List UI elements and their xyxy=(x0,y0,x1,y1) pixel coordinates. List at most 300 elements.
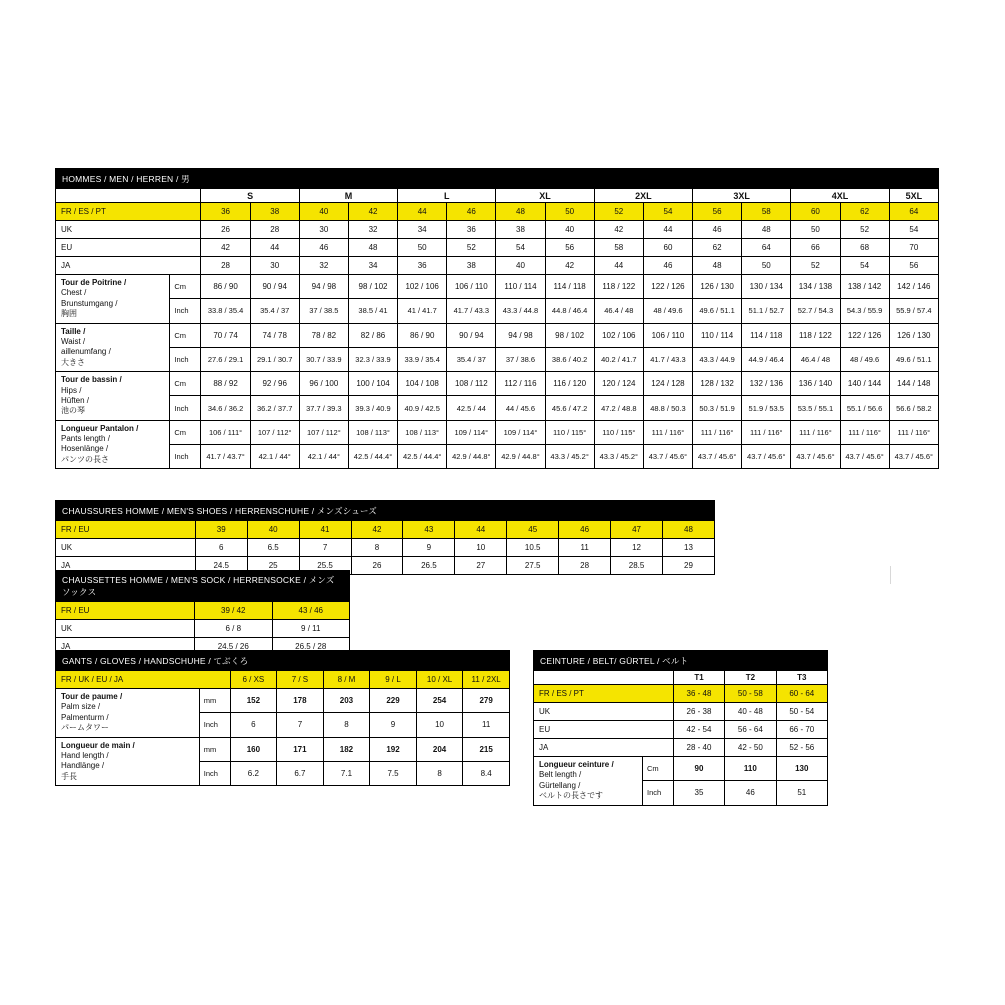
cell: 10 xyxy=(455,539,507,557)
measure-label-fr: Taille / xyxy=(61,326,86,336)
cell: 48.8 / 50.3 xyxy=(643,396,692,420)
cell: 11 xyxy=(463,713,510,737)
measure-label-fr: Longueur ceinture / xyxy=(539,760,614,769)
cell: 38 xyxy=(250,203,299,221)
unit-inch: Inch xyxy=(199,713,230,737)
cell: 38.6 / 40.2 xyxy=(545,347,594,371)
cell: 66 xyxy=(791,239,840,257)
cell: 52.7 / 54.3 xyxy=(791,299,840,323)
measure-label-de: Palmenturm / xyxy=(61,712,109,722)
cell: 54 xyxy=(496,239,545,257)
cell: 106 / 110 xyxy=(643,323,692,347)
cell: 74 / 78 xyxy=(250,323,299,347)
cell: 13 xyxy=(663,539,715,557)
cell: 48 xyxy=(742,221,791,239)
gloves-section-header: GANTS / GLOVES / HANDSCHUHE / てぶくろ xyxy=(56,651,510,671)
measure-label-belt-length xyxy=(534,757,643,806)
cell: 42.9 / 44.8° xyxy=(496,444,545,468)
mens-section-header-row xyxy=(56,169,939,189)
cell: 28 xyxy=(250,221,299,239)
cell: 111 / 116° xyxy=(742,420,791,444)
cell: 48 xyxy=(496,203,545,221)
cell: 41 xyxy=(299,521,351,539)
cell: 54 xyxy=(889,221,938,239)
empty-cell xyxy=(170,189,201,203)
cell: 182 xyxy=(323,737,370,761)
cell: 38 xyxy=(447,257,496,275)
cell: 28 xyxy=(559,557,611,575)
cell: 26 xyxy=(351,557,403,575)
cell: 112 / 116 xyxy=(496,372,545,396)
cell: 48 xyxy=(663,521,715,539)
unit-cm: Cm xyxy=(170,275,201,299)
cell: 122 / 126 xyxy=(840,323,889,347)
cell: 44 xyxy=(594,257,643,275)
cell: 25.5 xyxy=(299,557,351,575)
cell: 10 / XL xyxy=(416,671,463,689)
cell: 70 xyxy=(889,239,938,257)
cell: 35 xyxy=(673,781,724,805)
cell: 43 xyxy=(403,521,455,539)
cell: 33.9 / 35.4 xyxy=(398,347,447,371)
cell: 42.5 / 44.4° xyxy=(348,444,397,468)
cell: 43.7 / 45.6° xyxy=(840,444,889,468)
row-label: JA xyxy=(56,638,195,656)
cell: 50 - 58 xyxy=(725,685,776,703)
cell: 124 / 128 xyxy=(643,372,692,396)
cell: 279 xyxy=(463,689,510,713)
cell: 46 xyxy=(725,781,776,805)
table-row-chest-cm xyxy=(56,275,939,299)
cell: 140 / 144 xyxy=(840,372,889,396)
cell: 11 xyxy=(559,539,611,557)
size-group-m: M xyxy=(299,189,397,203)
cell: 144 / 148 xyxy=(889,372,938,396)
cell: 111 / 116° xyxy=(643,420,692,444)
cell: 78 / 82 xyxy=(299,323,348,347)
measure-label-fr: Tour de bassin / xyxy=(61,375,122,385)
unit-inch: Inch xyxy=(170,299,201,323)
cell: 56 xyxy=(889,257,938,275)
measure-label-hips xyxy=(56,372,170,421)
cell: 52 - 56 xyxy=(776,739,827,757)
size-group-s: S xyxy=(201,189,299,203)
unit-cm: Cm xyxy=(643,757,674,781)
cell: 44 xyxy=(455,521,507,539)
cell: 53.5 / 55.1 xyxy=(791,396,840,420)
cell: 92 / 96 xyxy=(250,372,299,396)
belt-section xyxy=(533,650,828,806)
cell: 10.5 xyxy=(507,539,559,557)
cell: 37.7 / 39.3 xyxy=(299,396,348,420)
measure-label-ja: パンツの長さ xyxy=(61,454,109,464)
cell: 27 xyxy=(455,557,507,575)
unit-cm: Cm xyxy=(170,420,201,444)
cell: 54 xyxy=(643,203,692,221)
cell: 9 / 11 xyxy=(272,620,350,638)
cell: 88 / 92 xyxy=(201,372,250,396)
cell: 52 xyxy=(791,257,840,275)
cell: 36 xyxy=(201,203,250,221)
cell: 6 xyxy=(195,539,247,557)
cell: 30 xyxy=(250,257,299,275)
cell: 138 / 142 xyxy=(840,275,889,299)
cell: 8 / M xyxy=(323,671,370,689)
cell: 68 xyxy=(840,239,889,257)
cell: 96 / 100 xyxy=(299,372,348,396)
row-label: FR / EU xyxy=(56,602,195,620)
mens-socks-section xyxy=(55,570,350,656)
cell: 27.6 / 29.1 xyxy=(201,347,250,371)
cell: 35.4 / 37 xyxy=(447,347,496,371)
table-row-belt-ja xyxy=(534,739,828,757)
cell: 116 / 120 xyxy=(545,372,594,396)
table-row-chest-inch xyxy=(56,299,939,323)
cell: 38 xyxy=(496,221,545,239)
row-label: UK xyxy=(56,221,201,239)
shoes-section-header-row xyxy=(56,501,715,521)
cell: 40 xyxy=(247,521,299,539)
cell: 51.9 / 53.5 xyxy=(742,396,791,420)
cell: 111 / 116° xyxy=(791,420,840,444)
cell: 42.1 / 44° xyxy=(250,444,299,468)
cell: 70 / 74 xyxy=(201,323,250,347)
belt-section-header: CEINTURE / BELT/ GÜRTEL / ベルト xyxy=(534,651,828,671)
cell: 192 xyxy=(370,737,417,761)
cell: 55.9 / 57.4 xyxy=(889,299,938,323)
cell: 126 / 130 xyxy=(889,323,938,347)
measure-label-ja: ベルトの長さです xyxy=(539,791,603,801)
belt-size-t3: T3 xyxy=(776,671,827,685)
row-label: FR / EU xyxy=(56,521,196,539)
cell: 171 xyxy=(277,737,324,761)
measure-label-fr: Tour de Poitrine / xyxy=(61,278,127,287)
measure-label-fr: Longueur de main / xyxy=(61,740,135,750)
cell: 49.6 / 51.1 xyxy=(889,347,938,371)
measure-label-en: Pants length / xyxy=(61,434,110,444)
cell: 41.7 / 43.3 xyxy=(447,299,496,323)
cell: 60 - 64 xyxy=(776,685,827,703)
cell: 47 xyxy=(611,521,663,539)
unit-mm: mm xyxy=(199,689,230,713)
cell: 24.5 / 26 xyxy=(195,638,272,656)
row-label: UK xyxy=(56,620,195,638)
cell: 111 / 116° xyxy=(889,420,938,444)
cell: 42.5 / 44.4° xyxy=(398,444,447,468)
cell: 42.5 / 44 xyxy=(447,396,496,420)
unit-inch: Inch xyxy=(170,444,201,468)
shoes-section-header: CHAUSSURES HOMME / MEN'S SHOES / HERRENSCHUHE / メンズシューズ xyxy=(56,501,715,521)
cell: 37 / 38.5 xyxy=(299,299,348,323)
cell: 47.2 / 48.8 xyxy=(594,396,643,420)
cell: 35.4 / 37 xyxy=(250,299,299,323)
mens-size-section xyxy=(55,168,939,469)
table-row-eu xyxy=(56,239,939,257)
gloves-section xyxy=(55,650,510,786)
cell: 55.1 / 56.6 xyxy=(840,396,889,420)
table-row-waist-inch xyxy=(56,347,939,371)
cell: 46 xyxy=(693,221,742,239)
cell: 24.5 xyxy=(195,557,247,575)
measure-label-palm-size xyxy=(56,689,200,738)
cell: 48 xyxy=(348,239,397,257)
cell: 42 xyxy=(594,221,643,239)
cell: 152 xyxy=(230,689,277,713)
size-group-3xl: 3XL xyxy=(693,189,791,203)
cell: 98 / 102 xyxy=(348,275,397,299)
measure-label-de: Handlänge / xyxy=(61,761,105,771)
cell: 130 / 134 xyxy=(742,275,791,299)
belt-section-header-row xyxy=(534,651,828,671)
cell: 52 xyxy=(447,239,496,257)
table-row-hips-inch xyxy=(56,396,939,420)
cell: 56 - 64 xyxy=(725,721,776,739)
cell: 33.8 / 35.4 xyxy=(201,299,250,323)
cell: 118 / 122 xyxy=(594,275,643,299)
cell: 7 / S xyxy=(277,671,324,689)
cell: 43.3 / 44.8 xyxy=(496,299,545,323)
cell: 32 xyxy=(348,221,397,239)
cell: 34.6 / 36.2 xyxy=(201,396,250,420)
cell: 52 xyxy=(594,203,643,221)
cell: 160 xyxy=(230,737,277,761)
cell: 46 xyxy=(643,257,692,275)
size-group-xl: XL xyxy=(496,189,594,203)
cell: 42 xyxy=(351,521,403,539)
cell: 50 - 54 xyxy=(776,703,827,721)
empty-cell xyxy=(56,189,170,203)
cell: 126 / 130 xyxy=(693,275,742,299)
cell: 43.3 / 45.2° xyxy=(545,444,594,468)
measure-label-chest xyxy=(56,275,170,324)
measure-label-hand-length xyxy=(56,737,200,786)
cell: 94 / 98 xyxy=(496,323,545,347)
cell: 36 xyxy=(447,221,496,239)
cell: 41 / 41.7 xyxy=(398,299,447,323)
cell: 51.1 / 52.7 xyxy=(742,299,791,323)
cell: 42 - 50 xyxy=(725,739,776,757)
measure-label-en: Palm size / xyxy=(61,702,101,712)
cell: 64 xyxy=(889,203,938,221)
table-row-ja xyxy=(56,257,939,275)
cell: 6 / XS xyxy=(230,671,277,689)
cell: 58 xyxy=(594,239,643,257)
cell: 8 xyxy=(416,761,463,785)
cell: 90 / 94 xyxy=(250,275,299,299)
cell: 40.9 / 42.5 xyxy=(398,396,447,420)
row-label: JA xyxy=(534,739,674,757)
cell: 50 xyxy=(398,239,447,257)
cell: 29 xyxy=(663,557,715,575)
measure-label-ja: 池の琴 xyxy=(61,406,85,416)
cell: 229 xyxy=(370,689,417,713)
cell: 7 xyxy=(299,539,351,557)
measure-label-de: aillenumfang / xyxy=(61,347,111,357)
cell: 46.4 / 48 xyxy=(791,347,840,371)
cell: 8 xyxy=(351,539,403,557)
cell: 37 / 38.6 xyxy=(496,347,545,371)
cell: 56 xyxy=(545,239,594,257)
cell: 54 xyxy=(840,257,889,275)
cell: 109 / 114° xyxy=(447,420,496,444)
cell: 42 xyxy=(545,257,594,275)
row-label: FR / ES / PT xyxy=(56,203,201,221)
cell: 50 xyxy=(742,257,791,275)
cell: 215 xyxy=(463,737,510,761)
cell: 25 xyxy=(247,557,299,575)
cell: 110 xyxy=(725,757,776,781)
cell: 39.3 / 40.9 xyxy=(348,396,397,420)
mens-shoes-section xyxy=(55,500,715,575)
cell: 42.1 / 44° xyxy=(299,444,348,468)
belt-table xyxy=(533,650,828,806)
cell: 50 xyxy=(545,203,594,221)
size-group-2xl: 2XL xyxy=(594,189,692,203)
cell: 44 xyxy=(398,203,447,221)
cell: 52 xyxy=(840,221,889,239)
cell: 94 / 98 xyxy=(299,275,348,299)
measure-label-waist xyxy=(56,323,170,372)
cell: 26 xyxy=(201,221,250,239)
cell: 8 xyxy=(323,713,370,737)
cell: 136 / 140 xyxy=(791,372,840,396)
cell: 28 - 40 xyxy=(673,739,724,757)
row-label: UK xyxy=(534,703,674,721)
cell: 102 / 106 xyxy=(398,275,447,299)
unit-inch: Inch xyxy=(170,347,201,371)
cell: 82 / 86 xyxy=(348,323,397,347)
table-row-shoes-fr-eu xyxy=(56,521,715,539)
cell: 7.5 xyxy=(370,761,417,785)
row-label: FR / ES / PT xyxy=(534,685,674,703)
cell: 110 / 115° xyxy=(545,420,594,444)
cell: 110 / 115° xyxy=(594,420,643,444)
cell: 29.1 / 30.7 xyxy=(250,347,299,371)
table-row-pants-inch xyxy=(56,444,939,468)
socks-section-header-row xyxy=(56,571,350,602)
cell: 43 / 46 xyxy=(272,602,350,620)
mens-group-row xyxy=(56,189,939,203)
cell: 120 / 124 xyxy=(594,372,643,396)
table-row-palm-mm xyxy=(56,689,510,713)
cell: 142 / 146 xyxy=(889,275,938,299)
cell: 9 xyxy=(370,713,417,737)
unit-cm: Cm xyxy=(170,323,201,347)
row-label: EU xyxy=(56,239,201,257)
cell: 43.3 / 45.2° xyxy=(594,444,643,468)
cell: 54.3 / 55.9 xyxy=(840,299,889,323)
cell: 26 - 38 xyxy=(673,703,724,721)
cell: 9 / L xyxy=(370,671,417,689)
cell: 42.9 / 44.8° xyxy=(447,444,496,468)
cell: 90 xyxy=(673,757,724,781)
table-row-hand-mm xyxy=(56,737,510,761)
cell: 111 / 116° xyxy=(840,420,889,444)
table-row-belt-uk xyxy=(534,703,828,721)
gloves-section-header-row xyxy=(56,651,510,671)
cell: 86 / 90 xyxy=(398,323,447,347)
table-row-socks-uk xyxy=(56,620,350,638)
cell: 106 / 110 xyxy=(447,275,496,299)
table-row-socks-fr-eu xyxy=(56,602,350,620)
measure-label-pants-length xyxy=(56,420,170,469)
measure-label-ja: パームタワー xyxy=(61,723,109,733)
measure-label-de: Brunstumgang / xyxy=(61,298,118,308)
cell: 41.7 / 43.7° xyxy=(201,444,250,468)
cell: 178 xyxy=(277,689,324,713)
cell: 122 / 126 xyxy=(643,275,692,299)
cell: 111 / 116° xyxy=(693,420,742,444)
belt-size-t2: T2 xyxy=(725,671,776,685)
measure-label-en: Waist / xyxy=(61,336,86,346)
cell: 56.6 / 58.2 xyxy=(889,396,938,420)
unit-mm: mm xyxy=(199,737,230,761)
unit-cm: Cm xyxy=(170,372,201,396)
cell: 6 / 8 xyxy=(195,620,272,638)
size-group-l: L xyxy=(398,189,496,203)
measure-label-en: Hand length / xyxy=(61,750,109,760)
cell: 44.8 / 46.4 xyxy=(545,299,594,323)
cell: 50 xyxy=(791,221,840,239)
measure-label-de: Hosenlänge / xyxy=(61,444,109,454)
cell: 44 / 45.6 xyxy=(496,396,545,420)
cell: 46 xyxy=(447,203,496,221)
unit-inch: Inch xyxy=(199,761,230,785)
cell: 130 xyxy=(776,757,827,781)
measure-label-en: Belt length / xyxy=(539,770,582,780)
scan-artifact-mark xyxy=(890,566,891,584)
row-label: JA xyxy=(56,557,196,575)
cell: 8.4 xyxy=(463,761,510,785)
cell: 6 xyxy=(230,713,277,737)
cell: 27.5 xyxy=(507,557,559,575)
belt-size-t1: T1 xyxy=(673,671,724,685)
cell: 64 xyxy=(742,239,791,257)
row-label: UK xyxy=(56,539,196,557)
table-row-belt-length-cm xyxy=(534,757,828,781)
table-row-gloves-sizes xyxy=(56,671,510,689)
cell: 43.7 / 45.6° xyxy=(643,444,692,468)
cell: 7 xyxy=(277,713,324,737)
cell: 114 / 118 xyxy=(742,323,791,347)
cell: 128 / 132 xyxy=(693,372,742,396)
cell: 66 - 70 xyxy=(776,721,827,739)
cell: 51 xyxy=(776,781,827,805)
table-row-pants-cm xyxy=(56,420,939,444)
table-row-belt-eu xyxy=(534,721,828,739)
measure-label-fr: Tour de paume / xyxy=(61,692,123,701)
measure-label-de: Gürtellang / xyxy=(539,780,581,790)
table-row-hips-cm xyxy=(56,372,939,396)
cell: 48 / 49.6 xyxy=(643,299,692,323)
cell: 36.2 / 37.7 xyxy=(250,396,299,420)
cell: 41.7 / 43.3 xyxy=(643,347,692,371)
cell: 32 xyxy=(299,257,348,275)
cell: 34 xyxy=(398,221,447,239)
cell: 60 xyxy=(643,239,692,257)
cell: 39 xyxy=(195,521,247,539)
cell: 102 / 106 xyxy=(594,323,643,347)
cell: 110 / 114 xyxy=(496,275,545,299)
cell: 28.5 xyxy=(611,557,663,575)
unit-inch: Inch xyxy=(643,781,674,805)
empty-cell xyxy=(534,671,643,685)
cell: 10 xyxy=(416,713,463,737)
cell: 110 / 114 xyxy=(693,323,742,347)
cell: 108 / 112 xyxy=(447,372,496,396)
cell: 90 / 94 xyxy=(447,323,496,347)
cell: 30 xyxy=(299,221,348,239)
